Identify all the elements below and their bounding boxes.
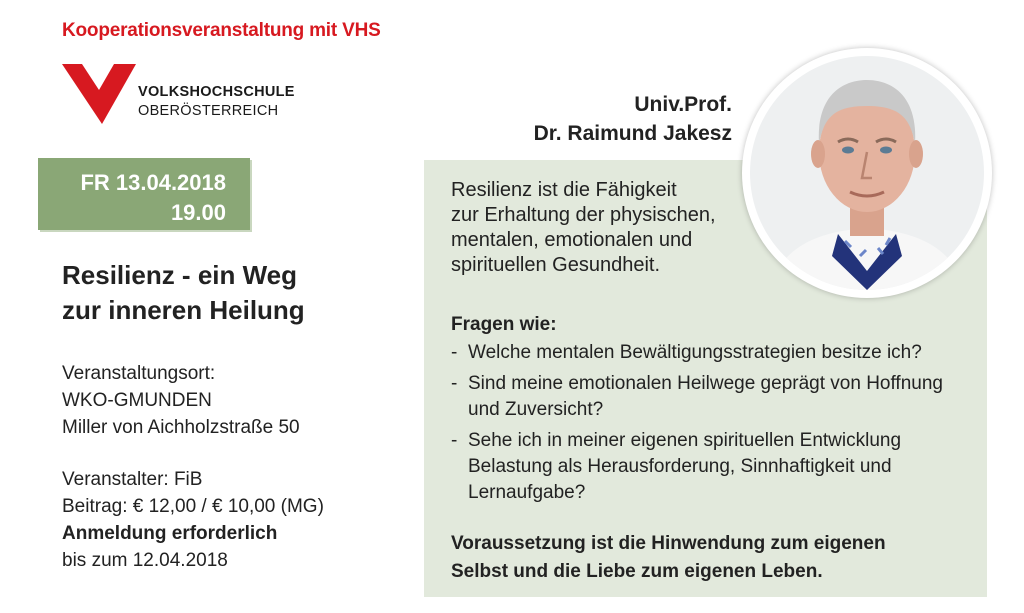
logo-line-2: OBERÖSTERREICH xyxy=(138,103,279,119)
registration-deadline: bis zum 12.04.2018 xyxy=(62,550,228,571)
event-title xyxy=(62,258,305,328)
speaker-name: Dr. Raimund Jakesz xyxy=(533,122,732,145)
venue-label: Veranstaltungsort: xyxy=(62,363,216,384)
question-line: Lernaufgabe? xyxy=(468,482,586,503)
event-title-line-2: zur inneren Heilung xyxy=(62,295,305,325)
questions-list xyxy=(451,340,981,511)
venue-name: WKO-GMUNDEN xyxy=(62,390,212,411)
event-details xyxy=(62,466,324,574)
speaker-block xyxy=(480,90,732,148)
intro-line: mentalen, emotionalen und xyxy=(451,229,693,251)
question-line: Sind meine emotionalen Heilwege geprägt von Hoffnung xyxy=(468,373,943,394)
venue-address: Miller von Aichholzstraße 50 xyxy=(62,417,300,438)
question-line: und Zuversicht? xyxy=(468,399,604,420)
dash-bullet: - xyxy=(451,430,458,451)
vhs-logo-icon xyxy=(62,64,136,124)
venue-block xyxy=(62,360,300,441)
speaker-portrait xyxy=(742,48,992,298)
closing-line-2: Selbst und die Liebe zum eigenen Leben. xyxy=(451,561,823,582)
logo-line-1: VOLKSHOCHSCHULE xyxy=(138,84,295,100)
organizer-text: Veranstalter: FiB xyxy=(62,469,203,490)
question-line: Belastung als Herausforderung, Sinnhaftigkeit und xyxy=(468,456,892,477)
cooperation-heading: Kooperationsveranstaltung mit VHS xyxy=(62,20,381,41)
intro-line: zur Erhaltung der physischen, xyxy=(451,204,716,226)
fee-text: Beitrag: € 12,00 / € 10,00 (MG) xyxy=(62,496,324,517)
date-box xyxy=(38,158,250,230)
questions-title: Fragen wie: xyxy=(451,314,557,335)
intro-line: spirituellen Gesundheit. xyxy=(451,254,661,276)
vhs-logo-text xyxy=(138,83,295,121)
intro-line: Resilienz ist die Fähigkeit xyxy=(451,179,677,201)
closing-line-1: Voraussetzung ist die Hinwendung zum eigenen xyxy=(451,533,886,554)
dash-bullet: - xyxy=(451,373,458,394)
event-time: 19.00 xyxy=(170,200,226,225)
intro-text xyxy=(451,178,741,278)
question-item xyxy=(451,428,981,506)
registration-required: Anmeldung erforderlich xyxy=(62,523,278,544)
question-item xyxy=(451,340,981,366)
speaker-title: Univ.Prof. xyxy=(634,93,732,116)
question-line: Sehe ich in meiner eigenen spirituellen Entwicklung xyxy=(468,430,902,451)
dash-bullet: - xyxy=(451,342,458,363)
question-line: Welche mentalen Bewältigungsstrategien besitze ich? xyxy=(468,342,922,363)
event-date: FR 13.04.2018 xyxy=(80,170,226,195)
question-item xyxy=(451,371,981,423)
closing-statement xyxy=(451,530,971,586)
event-title-line-1: Resilienz - ein Weg xyxy=(62,260,298,290)
